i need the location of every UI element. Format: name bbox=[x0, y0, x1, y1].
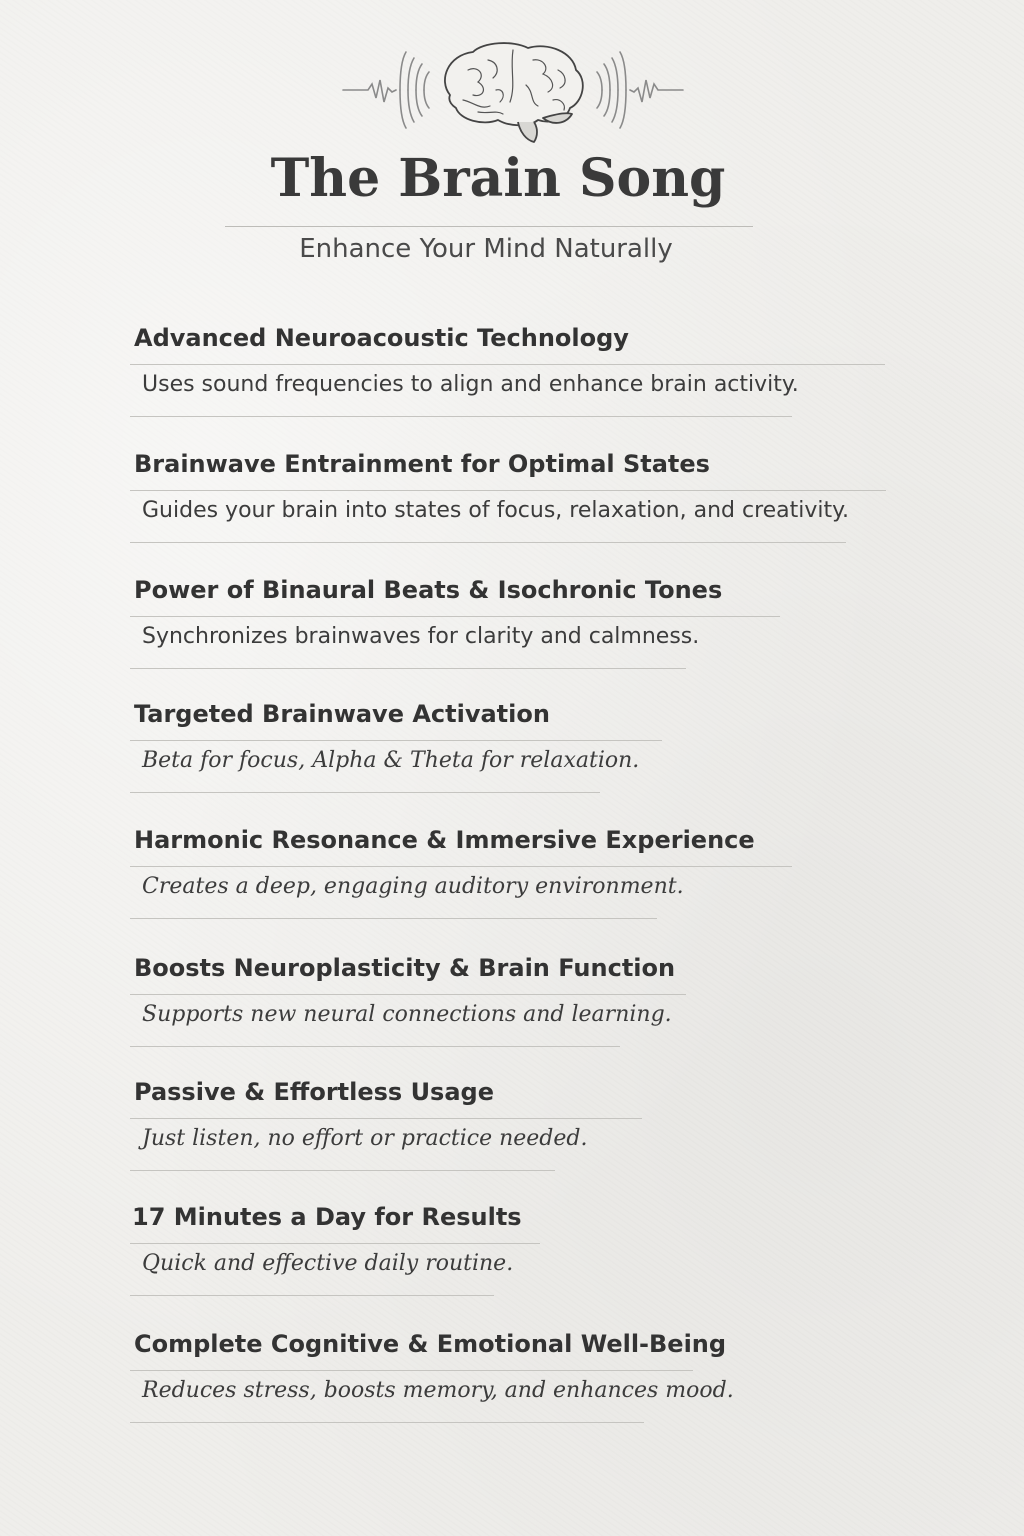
feature-title: Complete Cognitive & Emotional Well-Being bbox=[134, 1330, 727, 1358]
feature-divider bbox=[130, 1046, 620, 1047]
feature-divider bbox=[130, 364, 885, 365]
feature-divider bbox=[130, 866, 792, 867]
feature-divider bbox=[130, 1422, 644, 1423]
feature-divider bbox=[130, 616, 780, 617]
feature-description: Quick and effective daily routine. bbox=[142, 1251, 514, 1276]
feature-item bbox=[0, 1203, 1024, 1313]
feature-title: 17 Minutes a Day for Results bbox=[132, 1203, 522, 1231]
feature-description: Supports new neural connections and learning. bbox=[142, 1002, 672, 1027]
feature-title: Targeted Brainwave Activation bbox=[134, 700, 550, 728]
feature-divider bbox=[130, 994, 686, 995]
feature-item bbox=[0, 954, 1024, 1064]
feature-title: Brainwave Entrainment for Optimal States bbox=[134, 450, 710, 478]
feature-title: Advanced Neuroacoustic Technology bbox=[134, 324, 629, 352]
feature-title: Boosts Neuroplasticity & Brain Function bbox=[134, 954, 676, 982]
feature-item bbox=[0, 324, 1024, 434]
feature-item bbox=[0, 450, 1024, 560]
feature-divider bbox=[130, 1170, 555, 1171]
feature-item bbox=[0, 826, 1024, 936]
feature-divider bbox=[130, 1295, 494, 1296]
feature-item bbox=[0, 1078, 1024, 1188]
feature-description: Uses sound frequencies to align and enhance brain activity. bbox=[142, 372, 799, 397]
feature-divider bbox=[130, 1243, 540, 1244]
feature-divider bbox=[130, 668, 686, 669]
feature-item bbox=[0, 700, 1024, 810]
feature-description: Synchronizes brainwaves for clarity and calmness. bbox=[142, 624, 700, 649]
feature-divider bbox=[130, 490, 886, 491]
feature-divider bbox=[130, 542, 846, 543]
feature-description: Beta for focus, Alpha & Theta for relaxation. bbox=[142, 748, 640, 773]
feature-divider bbox=[130, 416, 792, 417]
feature-divider bbox=[130, 1370, 693, 1371]
feature-divider bbox=[130, 740, 662, 741]
feature-description: Creates a deep, engaging auditory environment. bbox=[142, 874, 684, 899]
page-title: The Brain Song bbox=[270, 148, 726, 209]
header bbox=[0, 0, 1024, 290]
feature-title: Passive & Effortless Usage bbox=[134, 1078, 494, 1106]
feature-divider bbox=[130, 792, 600, 793]
feature-description: Guides your brain into states of focus, relaxation, and creativity. bbox=[142, 498, 850, 523]
feature-description: Just listen, no effort or practice needed. bbox=[142, 1126, 588, 1151]
feature-divider bbox=[130, 918, 657, 919]
feature-item bbox=[0, 1330, 1024, 1440]
feature-title: Harmonic Resonance & Immersive Experience bbox=[134, 826, 755, 854]
feature-item bbox=[0, 576, 1024, 686]
feature-title: Power of Binaural Beats & Isochronic Tones bbox=[134, 576, 723, 604]
feature-description: Reduces stress, boosts memory, and enhances mood. bbox=[142, 1378, 734, 1403]
title-divider bbox=[225, 226, 753, 227]
page-subtitle: Enhance Your Mind Naturally bbox=[299, 234, 673, 264]
brain-soundwave-icon bbox=[338, 40, 688, 145]
feature-divider bbox=[130, 1118, 642, 1119]
